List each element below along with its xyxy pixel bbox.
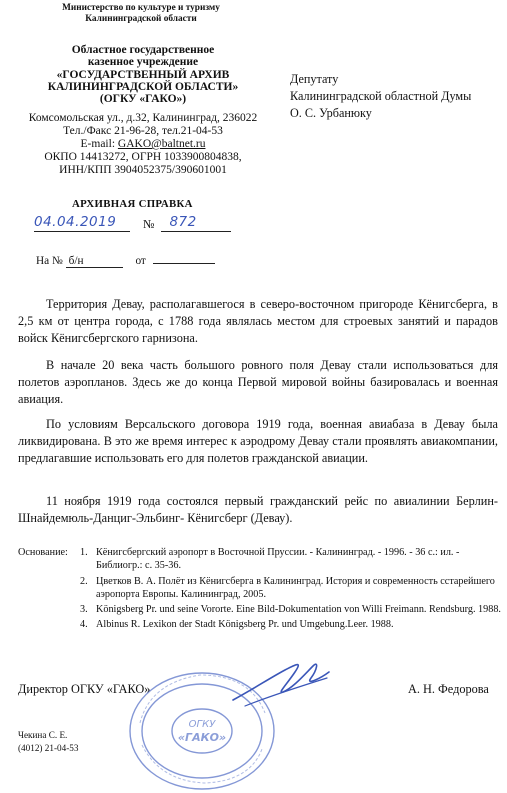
source-text: Кёнигсбергский аэропорт в Восточной Пруссии. - Калининград. - 1996. - 36 с.: ил. - Библиогр.: с. 35-36. <box>96 547 460 572</box>
body-paragraph-3: По условиям Версальского договора 1919 года, военная авиабаза в Девау была ликвидирована. В это же время интерес к аэродрому Девау стали проявлять авиакомпании, предлагавшие использовать его для полетов гражданской авиации. <box>18 417 498 465</box>
number-sign: № <box>143 217 155 231</box>
ministry-name <box>36 3 246 25</box>
reference-number: б/н <box>66 255 123 268</box>
addressee-line-3: О. С. Урбанюку <box>290 106 372 120</box>
handwritten-date: 04.04.2019 <box>34 214 117 230</box>
address-line: Комсомольская ул., д.32, Калининград, 236022 <box>28 112 258 124</box>
institution-line-3: «ГОСУДАРСТВЕННЫЙ АРХИВ <box>56 68 230 81</box>
seal-center-line-1: ОГКУ <box>188 719 216 730</box>
executor-info <box>18 729 78 755</box>
codes-line-1: ОКПО 14413272, ОГРН 1033900804838, <box>44 151 242 163</box>
source-number: 2. <box>80 575 88 587</box>
source-number: 4. <box>80 619 88 631</box>
body-paragraph-2: В начале 20 века часть большого ровного поля Девау стали использоваться для полетов аэропланов. Здесь же до конца Первой мировой войны базировалась и военная авиация. <box>18 358 498 406</box>
institution-line-5: (ОГКУ «ГАКО») <box>99 93 187 106</box>
email-line <box>18 138 268 151</box>
institution-address <box>18 112 268 177</box>
executor-name: Чекина С. Е. <box>18 730 68 740</box>
institution-line-4: КАЛИНИНГРАДСКОЙ ОБЛАСТИ» <box>47 80 239 93</box>
source-number: 1. <box>80 547 88 558</box>
codes-line-2: ИНН/КПП 3904052375/390601001 <box>59 164 227 176</box>
sources-list <box>80 546 505 634</box>
director-title: Директор ОГКУ «ГАКО» <box>18 682 151 696</box>
phone-line: Тел./Факс 21-96-28, тел.21-04-53 <box>63 125 223 137</box>
source-text: Königsberg Pr. und seine Vororte. Eine Bild-Dokumentation von Willi Freimann. Rendsburg. 1988. <box>96 604 501 616</box>
source-number: 3. <box>80 604 88 616</box>
body-paragraph-1: Территория Девау, располагавшегося в северо-восточном пригороде Кёнигсберга, в 2,5 км от центра города, с 1788 года являлась местом для строевых занятий и парадов войск Кёнигсбергского гарнизона. <box>18 297 498 345</box>
source-item <box>80 618 505 631</box>
number-field <box>161 214 231 232</box>
body-paragraph-4: 11 ноября 1919 года состоялся первый гражданский рейс по авиалинии Берлин-Шнайдемюль-Данциг-Эльбинг- Кёнигсберг (Девау). <box>18 494 498 525</box>
addressee-line-1: Депутату <box>290 72 339 86</box>
source-item <box>80 546 505 573</box>
executor-phone: (4012) 21-04-53 <box>18 743 79 753</box>
director-name: А. Н. Федорова <box>408 682 489 696</box>
certificate-title: АРХИВНАЯ СПРАВКА <box>72 198 193 210</box>
source-item <box>80 603 505 616</box>
addressee-block <box>290 71 500 122</box>
handwritten-signature <box>225 648 335 718</box>
certificate-date-number <box>34 214 264 238</box>
ministry-line-1: Министерство по культуре и туризму <box>62 3 220 13</box>
addressee-line-2: Калининградской областной Думы <box>290 89 472 103</box>
reference-line <box>36 251 276 268</box>
date-field <box>34 214 130 232</box>
email-label: E-mail: <box>80 138 118 150</box>
source-item <box>80 575 505 602</box>
institution-line-1: Областное государственное <box>71 44 215 56</box>
seal-center-line-2: «ГАКО» <box>177 731 227 744</box>
ministry-line-2: Калининградской области <box>85 14 197 24</box>
reference-label: На № <box>36 255 63 267</box>
email-link[interactable]: GAKO@baltnet.ru <box>117 138 206 150</box>
institution-line-2: казенное учреждение <box>87 56 199 69</box>
reference-from-label: от <box>135 255 146 267</box>
source-text: Цветков В. А. Полёт из Кёнигсберга в Калининград. История и современность сстарейшего аэропорта Европы. Калининград, 2005. <box>96 575 495 600</box>
institution-name <box>28 44 258 105</box>
source-text: Albinus R. Lexikon der Stadt Königsberg Pr. und Umgebung.Leer. 1988. <box>96 619 394 631</box>
reference-date-blank <box>153 251 215 264</box>
basis-label: Основание: <box>18 547 68 558</box>
handwritten-number: 872 <box>169 214 197 230</box>
